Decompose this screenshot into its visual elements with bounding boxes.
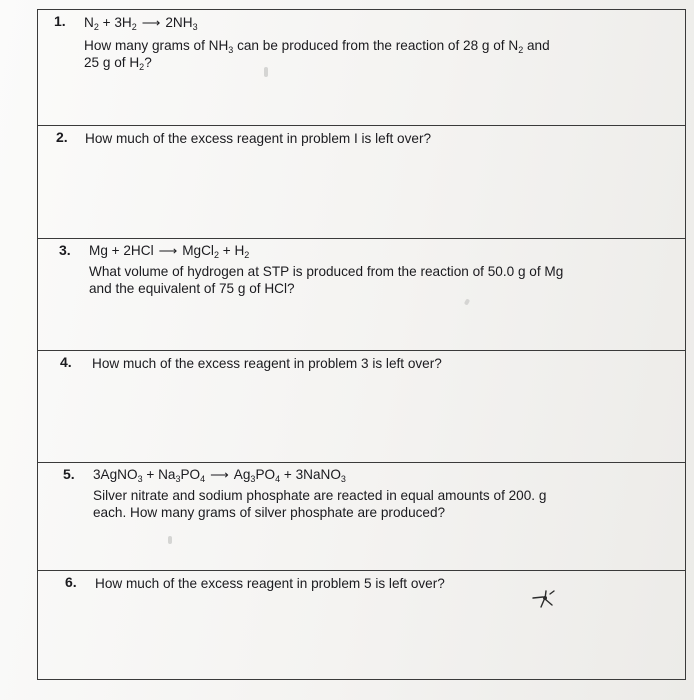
reaction-arrow-icon: ⟶	[210, 467, 229, 482]
question-2-text: How much of the excess reagent in problem I is left over?	[85, 131, 432, 146]
question-1-text-line-2: 25 g of $H_2$?	[84, 55, 152, 72]
question-row-2	[38, 125, 685, 238]
pencil-mark	[464, 298, 470, 305]
question-row-1	[38, 10, 685, 126]
worksheet-table	[37, 9, 686, 680]
question-1-text-line-1: How many grams of $NH_3$ can be produced from the reaction of 28 g of $N_2$ and	[84, 38, 550, 55]
question-3-text-line-1: What volume of hydrogen at STP is produced from the reaction of 50.0 g of Mg	[89, 264, 564, 279]
question-number-3: 3.	[59, 242, 71, 258]
question-number-1: 1.	[54, 13, 66, 29]
question-number-5: 5.	[63, 466, 75, 482]
question-1-equation: $N_2 + 3H_2$ ⟶ $2NH_3$	[84, 15, 198, 32]
reaction-arrow-icon: ⟶	[141, 15, 161, 30]
question-number-2: 2.	[56, 129, 68, 145]
question-row-6	[38, 570, 685, 681]
question-row-3	[38, 238, 685, 350]
question-number-6: 6.	[65, 574, 77, 590]
question-number-4: 4.	[60, 354, 72, 370]
question-row-4	[38, 350, 685, 462]
question-3-equation: Mg + 2HCl ⟶ MgCl$_2$ + $H_2$	[89, 243, 250, 260]
question-5-text-line-2: each. How many grams of silver phosphate are produced?	[93, 505, 446, 520]
pencil-mark	[168, 536, 172, 544]
pencil-scribble-icon	[530, 585, 560, 613]
question-6-text: How much of the excess reagent in problem 5 is left over?	[95, 576, 445, 591]
question-4-text: How much of the excess reagent in problem 3 is left over?	[92, 356, 442, 371]
reaction-arrow-icon: ⟶	[158, 243, 178, 258]
question-5-equation: 3AgNO$_3$ + $Na_3PO_4$ ⟶ $Ag_3PO_4$ + 3NaNO$_3$	[93, 467, 346, 484]
question-3-text-line-2: and the equivalent of 75 g of HCl?	[89, 281, 295, 296]
question-5-text-line-1: Silver nitrate and sodium phosphate are reacted in equal amounts of 200. g	[93, 488, 547, 503]
question-row-5	[38, 462, 685, 570]
pencil-mark	[264, 67, 268, 77]
